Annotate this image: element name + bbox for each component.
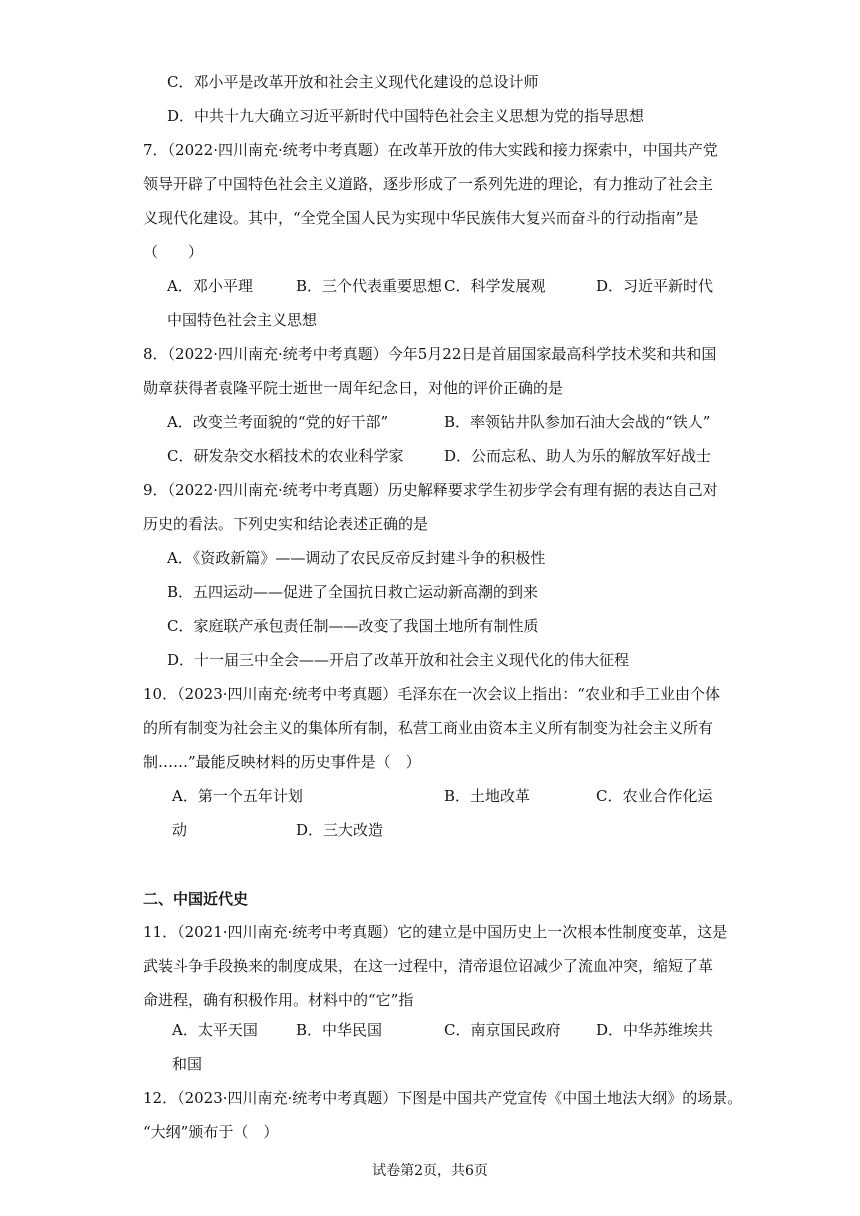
q12-stem-line-2: “大纲”颁布于（ ） xyxy=(143,1123,279,1141)
q9-option-a: A．《资政新篇》——调动了农民反帝反封建斗争的积极性 xyxy=(167,549,546,567)
q9-stem-line-2: 历史的看法。下列史实和结论表述正确的是 xyxy=(143,515,429,533)
q9-stem-line-1: 9．（2022·四川南充·统考中考真题）历史解释要求学生初步学会有理有据的表达自己对 xyxy=(143,481,718,499)
q7-option-b: B．三个代表重要思想 xyxy=(296,277,443,295)
q9-option-b: B．五四运动——促进了全国抗日救亡运动新高潮的到来 xyxy=(167,583,539,601)
q7-option-a: A．邓小平理 xyxy=(167,277,253,295)
q7-stem-line-4: （ ） xyxy=(143,243,204,261)
q8-option-a: A．改变兰考面貌的“党的好干部” xyxy=(167,413,389,431)
q7-option-d-cont: 中国特色社会主义思想 xyxy=(167,311,318,329)
q11-stem-line-1: 11．（2021·四川南充·统考中考真题）它的建立是中国历史上一次根本性制度变革，这是 xyxy=(143,923,728,941)
q8-option-c: C．研发杂交水稻技术的农业科学家 xyxy=(167,447,404,465)
q10-option-b: B．土地改革 xyxy=(444,787,531,805)
q7-option-c: C．科学发展观 xyxy=(444,277,546,295)
q11-stem-line-2: 武装斗争手段换来的制度成果，在这一过程中，清帝退位诏减少了流血冲突，缩短了革 xyxy=(143,957,714,975)
q8-option-d: D．公而忘私、助人为乐的解放军好战士 xyxy=(444,447,712,465)
q11-option-b: B．中华民国 xyxy=(296,1021,383,1039)
section-heading: 二、中国近代史 xyxy=(143,890,249,908)
q7-option-d: D．习近平新时代 xyxy=(596,277,714,295)
q10-option-c: C．农业合作化运 xyxy=(596,787,713,805)
q8-option-b: B．率领钻井队参加石油大会战的“铁人” xyxy=(444,413,711,431)
q11-option-d-cont: 和国 xyxy=(172,1055,203,1073)
q8-stem-line-1: 8．（2022·四川南充·统考中考真题）今年5月22日是首届国家最高科学技术奖和共和国 xyxy=(143,345,717,363)
q7-stem-line-2: 领导开辟了中国特色社会主义道路，逐步形成了一系列先进的理论，有力推动了社会主 xyxy=(143,175,714,193)
q10-stem-line-1: 10．（2023·四川南充·统考中考真题）毛泽东在一次会议上指出：“农业和手工业由个体 xyxy=(143,685,720,703)
page-footer: 试卷第2页，共6页 xyxy=(372,1163,488,1179)
q11-option-a: A．太平天国 xyxy=(172,1021,258,1039)
q10-option-c-cont: 动 xyxy=(172,821,188,839)
q10-option-d: D．三大改造 xyxy=(296,821,384,839)
q12-stem-line-1: 12．（2023·四川南充·统考中考真题）下图是中国共产党宣传《中国土地法大纲》的场景。 xyxy=(143,1089,743,1107)
q9-option-c: C．家庭联产承包责任制——改变了我国土地所有制性质 xyxy=(167,617,539,635)
q6-option-d: D．中共十九大确立习近平新时代中国特色社会主义思想为党的指导思想 xyxy=(167,107,645,125)
q11-stem-line-3: 命进程，确有积极作用。材料中的“它”指 xyxy=(143,991,414,1009)
q6-option-c: C．邓小平是改革开放和社会主义现代化建设的总设计师 xyxy=(167,73,539,91)
q10-option-a: A．第一个五年计划 xyxy=(172,787,303,805)
q7-stem-line-1: 7．（2022·四川南充·统考中考真题）在改革开放的伟大实践和接力探索中，中国共产党 xyxy=(143,141,718,159)
q11-option-d: D．中华苏维埃共 xyxy=(596,1021,714,1039)
q8-stem-line-2: 勋章获得者袁隆平院士逝世一周年纪念日，对他的评价正确的是 xyxy=(143,379,564,397)
q10-stem-line-2: 的所有制变为社会主义的集体所有制，私营工商业由资本主义所有制变为社会主义所有 xyxy=(143,719,714,737)
q11-option-c: C．南京国民政府 xyxy=(444,1021,561,1039)
q7-stem-line-3: 义现代化建设。其中，“全党全国人民为实现中华民族伟大复兴而奋斗的行动指南”是 xyxy=(143,209,699,227)
q10-stem-line-3: 制……”最能反映材料的历史事件是（ ） xyxy=(143,753,421,771)
q9-option-d: D．十一届三中全会——开启了改革开放和社会主义现代化的伟大征程 xyxy=(167,651,630,669)
